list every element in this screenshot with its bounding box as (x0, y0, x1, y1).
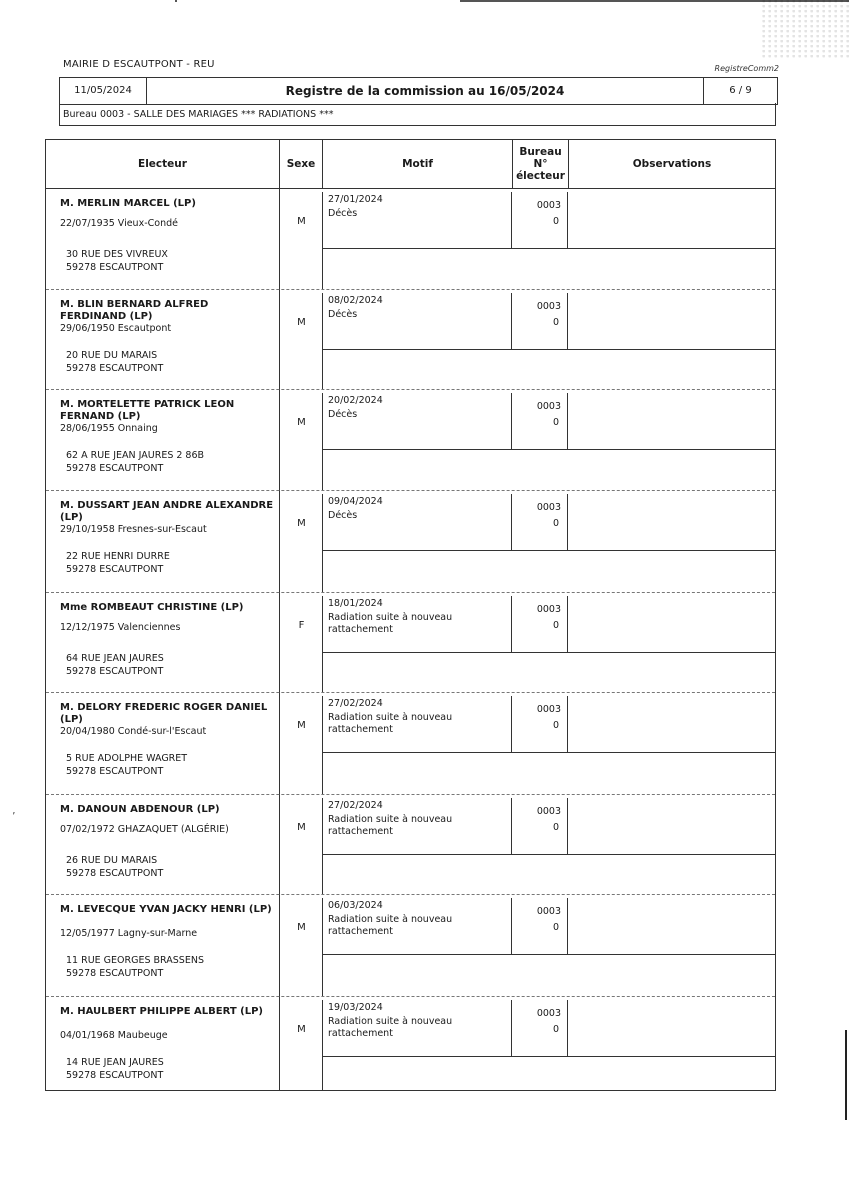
elector-birth: 07/02/1972 GHAZAQUET (ALGÉRIE) (60, 824, 229, 835)
motif-text: Radiation suite à nouveau rattachement (328, 1016, 453, 1039)
elector-birth: 04/01/1968 Maubeuge (60, 1030, 168, 1041)
observations-cell (568, 393, 775, 450)
row-lower-cell (322, 1057, 775, 1091)
motif-cell (322, 798, 512, 855)
elector-sexe: M (297, 720, 306, 731)
elector-birth: 29/06/1950 Escautpont (60, 323, 172, 334)
observations-cell (568, 798, 775, 855)
observations-cell (568, 596, 775, 653)
bureau-code: 0003 (536, 200, 561, 211)
bureau-cell (512, 798, 568, 855)
table-row (46, 692, 775, 794)
motif-text: Décès (328, 309, 358, 320)
motif-date: 27/02/2024 (328, 800, 383, 811)
table-row (46, 490, 775, 592)
col-bureau (513, 140, 568, 188)
elector-number: 0 (552, 1024, 559, 1035)
col-bureau-line3: électeur (516, 170, 565, 182)
elector-address (66, 854, 163, 880)
motif-text: Décès (328, 510, 358, 521)
motif-text: Décès (328, 208, 358, 219)
page-number: 6 / 9 (729, 85, 752, 96)
table-row (46, 592, 775, 692)
row-lower-cell (322, 551, 775, 592)
mairie-label: MAIRIE D ESCAUTPONT - REU (63, 59, 215, 70)
motif-cell (322, 293, 512, 350)
elector-sexe: M (297, 216, 306, 227)
motif-cell (322, 494, 512, 551)
col-electeur: Electeur (138, 158, 187, 170)
row-lower-cell (322, 955, 775, 996)
elector-sexe: M (297, 822, 306, 833)
row-separator (46, 389, 775, 390)
elector-address (66, 652, 164, 678)
col-bureau-line2: N° (533, 158, 548, 170)
motif-date: 27/02/2024 (328, 698, 383, 709)
table-row (46, 794, 775, 894)
motif-text: Radiation suite à nouveau rattachement (328, 712, 453, 735)
bureau-cell (512, 1000, 568, 1057)
print-date: 11/05/2024 (60, 78, 147, 104)
address-street: 62 A RUE JEAN JAURES 2 86B (66, 450, 205, 461)
row-separator (46, 692, 775, 693)
observations-cell (568, 293, 775, 350)
bureau-line: Bureau 0003 - SALLE DES MARIAGES *** RADIATIONS *** (59, 103, 776, 126)
table-row (46, 389, 775, 490)
address-city: 59278 ESCAUTPONT (66, 564, 164, 575)
observations-cell (568, 1000, 775, 1057)
page-title: Registre de la commission au 16/05/2024 (147, 78, 704, 104)
bureau-code: 0003 (536, 1008, 561, 1019)
row-lower-cell (322, 350, 775, 389)
motif-date: 20/02/2024 (328, 395, 383, 406)
elector-address (66, 954, 204, 980)
bureau-code: 0003 (536, 401, 561, 412)
motif-date: 19/03/2024 (328, 1002, 383, 1013)
header-box (59, 77, 778, 105)
table-row (46, 894, 775, 996)
address-street: 22 RUE HENRI DURRE (66, 551, 170, 562)
address-city: 59278 ESCAUTPONT (66, 262, 164, 273)
observations-cell (568, 898, 775, 955)
motif-date: 18/01/2024 (328, 598, 383, 609)
bureau-cell (512, 192, 568, 249)
bureau-code: 0003 (536, 704, 561, 715)
motif-cell (322, 393, 512, 450)
bureau-code: 0003 (536, 502, 561, 513)
elector-birth: 20/04/1980 Condé-sur-l'Escaut (60, 726, 207, 737)
elector-name: M. LEVECQUE YVAN JACKY HENRI (LP) (60, 904, 272, 915)
address-street: 20 RUE DU MARAIS (66, 350, 158, 361)
motif-date: 06/03/2024 (328, 900, 383, 911)
elector-name: Mme ROMBEAUT CHRISTINE (LP) (60, 602, 244, 613)
row-separator (46, 592, 775, 593)
elector-address (66, 550, 170, 576)
address-city: 59278 ESCAUTPONT (66, 666, 164, 677)
address-street: 11 RUE GEORGES BRASSENS (66, 955, 204, 966)
row-separator (46, 794, 775, 795)
elector-number: 0 (552, 620, 559, 631)
motif-cell (322, 898, 512, 955)
address-street: 30 RUE DES VIVREUX (66, 249, 168, 260)
register-ref: RegistreComm2 (714, 64, 779, 73)
row-separator (46, 490, 775, 491)
col-sexe: Sexe (286, 158, 316, 170)
elector-number: 0 (552, 922, 559, 933)
address-city: 59278 ESCAUTPONT (66, 363, 164, 374)
elector-number: 0 (552, 417, 559, 428)
elector-birth: 12/05/1977 Lagny-sur-Marne (60, 928, 198, 939)
motif-cell (322, 596, 512, 653)
bureau-code: 0003 (536, 301, 561, 312)
elector-sexe: M (297, 417, 306, 428)
bureau-cell (512, 898, 568, 955)
bureau-code: 0003 (536, 806, 561, 817)
address-street: 5 RUE ADOLPHE WAGRET (66, 753, 188, 764)
row-separator (46, 289, 775, 290)
motif-text: Radiation suite à nouveau rattachement (328, 612, 453, 635)
col-observations: Observations (632, 158, 712, 170)
table-row (46, 289, 775, 389)
elector-sexe: M (297, 922, 306, 933)
elector-name: M. DUSSART JEAN ANDRE ALEXANDRE (LP) (60, 500, 274, 523)
elector-birth: 22/07/1935 Vieux-Condé (60, 218, 178, 229)
bureau-cell (512, 596, 568, 653)
address-street: 14 RUE JEAN JAURES (66, 1057, 164, 1068)
row-lower-cell (322, 249, 775, 289)
bureau-cell (512, 494, 568, 551)
elector-birth: 12/12/1975 Valenciennes (60, 622, 181, 633)
elector-sexe: F (298, 620, 305, 631)
elector-sexe: M (297, 1024, 306, 1035)
motif-text: Radiation suite à nouveau rattachement (328, 814, 453, 837)
elector-birth: 28/06/1955 Onnaing (60, 423, 158, 434)
motif-cell (322, 1000, 512, 1057)
elector-name: M. HAULBERT PHILIPPE ALBERT (LP) (60, 1006, 263, 1017)
motif-text: Radiation suite à nouveau rattachement (328, 914, 453, 937)
motif-cell (322, 192, 512, 249)
elector-name: M. DELORY FREDERIC ROGER DANIEL (LP) (60, 702, 268, 725)
col-motif: Motif (402, 158, 433, 170)
table-row (46, 996, 775, 1091)
elector-sexe: M (297, 518, 306, 529)
elector-address (66, 752, 187, 778)
observations-cell (568, 494, 775, 551)
elector-number: 0 (552, 317, 559, 328)
address-city: 59278 ESCAUTPONT (66, 766, 164, 777)
elector-name: M. MERLIN MARCEL (LP) (60, 198, 196, 209)
address-street: 26 RUE DU MARAIS (66, 855, 158, 866)
row-lower-cell (322, 855, 775, 894)
row-lower-cell (322, 450, 775, 490)
scan-noise (759, 0, 849, 60)
address-city: 59278 ESCAUTPONT (66, 868, 164, 879)
elector-address (66, 449, 204, 475)
address-city: 59278 ESCAUTPONT (66, 1070, 164, 1081)
row-lower-cell (322, 753, 775, 794)
motif-text: Décès (328, 409, 358, 420)
margin-mark: ʼ (12, 810, 16, 823)
elector-number: 0 (552, 518, 559, 529)
bureau-code: 0003 (536, 604, 561, 615)
elector-number: 0 (552, 720, 559, 731)
elector-name: M. BLIN BERNARD ALFRED FERDINAND (LP) (60, 299, 209, 322)
observations-cell (568, 192, 775, 249)
elector-address (66, 1056, 164, 1082)
register-table (45, 139, 776, 1091)
elector-address (66, 248, 168, 274)
row-separator (46, 996, 775, 997)
elector-number: 0 (552, 216, 559, 227)
address-city: 59278 ESCAUTPONT (66, 968, 164, 979)
table-header (46, 140, 775, 189)
scan-edge-mark (845, 1030, 847, 1120)
row-lower-cell (322, 653, 775, 692)
bureau-cell (512, 696, 568, 753)
elector-number: 0 (552, 822, 559, 833)
bureau-cell (512, 293, 568, 350)
elector-birth: 29/10/1958 Fresnes-sur-Escaut (60, 524, 207, 535)
bureau-code: 0003 (536, 906, 561, 917)
motif-date: 27/01/2024 (328, 194, 383, 205)
scan-top-mark (160, 0, 849, 4)
row-separator (46, 894, 775, 895)
motif-date: 08/02/2024 (328, 295, 383, 306)
address-street: 64 RUE JEAN JAURES (66, 653, 164, 664)
motif-date: 09/04/2024 (328, 496, 383, 507)
elector-sexe: M (297, 317, 306, 328)
table-row (46, 188, 775, 289)
motif-cell (322, 696, 512, 753)
elector-name: M. DANOUN ABDENOUR (LP) (60, 804, 220, 815)
col-bureau-line1: Bureau (519, 146, 562, 158)
bureau-cell (512, 393, 568, 450)
elector-address (66, 349, 163, 375)
elector-name: M. MORTELETTE PATRICK LEON FERNAND (LP) (60, 399, 235, 422)
observations-cell (568, 696, 775, 753)
address-city: 59278 ESCAUTPONT (66, 463, 164, 474)
